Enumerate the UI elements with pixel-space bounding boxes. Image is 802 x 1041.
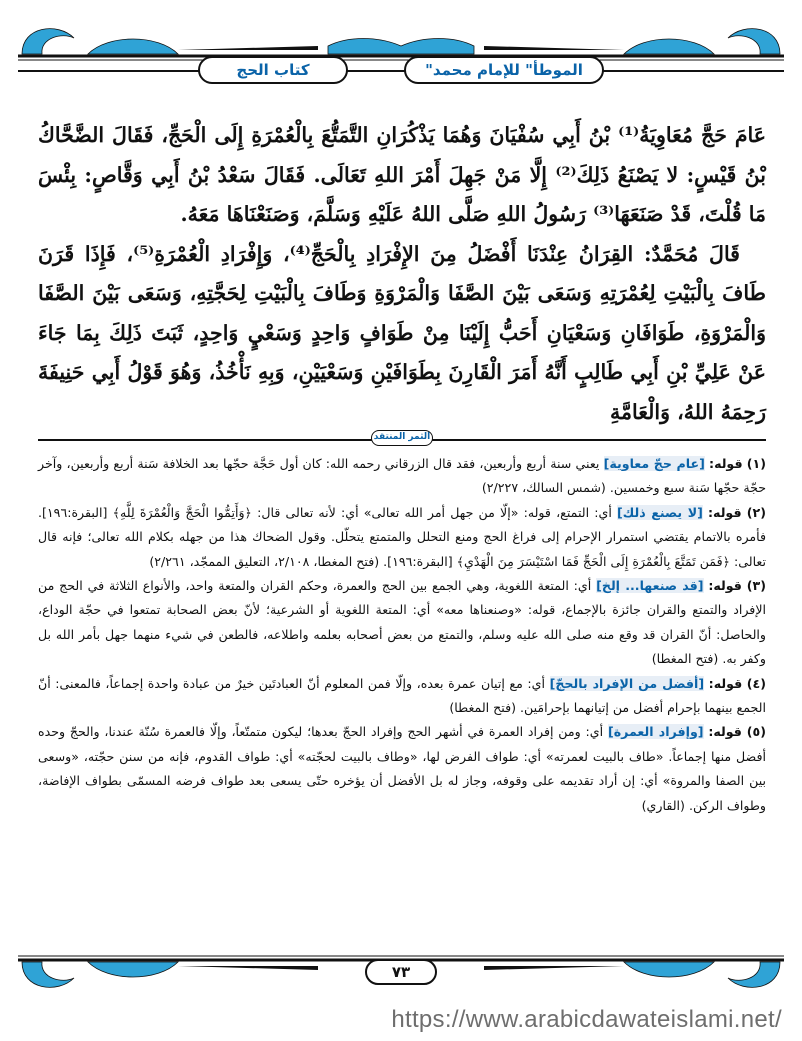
- footnote-headword: [لا يصنع ذلك]: [617, 504, 703, 520]
- book-title: "الموطأ" للإمام محمد: [404, 56, 604, 84]
- main-paragraph-2: قَالَ مُحَمَّدٌ: القِرَانُ عِنْدَنَا أَفْضَلُ مِنَ الإِفْرَادِ بِالْحَجِّ⁽⁴⁾، وَإِفْرَادِ الْعُمْرَةِ⁽⁵⁾، فَإِذَا قَرَنَ طَافَ بِالْبَيْتِ لِعُمْرَتِهِ وَسَعَى بَيْنَ الصَّفَا وَالْمَرْوَةِ وَطَافَ بِالْبَيْتِ لِحَجَّتِهِ، وَسَعَى بَيْنَ الصَّفَا وَالْمَرْوَةِ، طَوَافَانِ وَسَعْيَانِ أَحَبُّ إِلَيْنَا مِنْ طَوَافٍ وَاحِدٍ وَسَعْيٍ وَاحِدٍ، ثَبَتَ ذَلِكَ بِمَا جَاءَ عَنْ عَلِيِّ بْنِ أَبِي طَالِبٍ أَنَّهُ أَمَرَ الْقَارِنَ بِطَوَافَيْنِ وَسَعْيَيْنِ، وَبِهِ نَأْخُذُ، وَهُوَ قَوْلُ أَبِي حَنِيفَةَ رَحِمَهُ اللهُ، وَالْعَامَّةِ: [38, 241, 766, 424]
- separator-label: الثمر المنتقد: [371, 430, 433, 446]
- footnote-number: (٢): [746, 504, 766, 520]
- footnote: [38, 501, 766, 574]
- footnote-separator: [38, 432, 766, 446]
- footnote: [38, 720, 766, 818]
- footnote-headword: [وإفراد العمرة]: [607, 724, 704, 740]
- footnote-number: (٥): [746, 724, 766, 740]
- footnote-qawl: قوله:: [709, 456, 743, 471]
- page-number: ٧٣: [365, 959, 437, 985]
- running-header: [18, 56, 784, 86]
- footnote-text: أي: التمتع، قوله: «إلّا من جهل أمر الله تعالى» أي: لأنه تعالى قال: ﴿وَأَتِمُّوا الْحَجَّ وَالْعُمْرَةَ لِلَّهِ﴾ [البقرة:١٩٦]. فأمره بالاتمام يقتضي استمرار الإحرام إلى فراغ الحج ومنع التحلل والمتمتع يتحلّل. وقول الضحاك هذا من جهله بكلام الله تعالى؛ فإنه قال تعالى: ﴿فَمَن تَمَتَّعَ بِالْعُمْرَةِ إِلَى الْحَجِّ فَمَا اسْتَيْسَرَ مِنَ الْهَدْيِ﴾ [البقرة:١٩٦]. (فتح المغطا، ٢/١٠٨، التعليق الممجّد، ٢/٢٦١): [38, 504, 766, 569]
- footnote-number: (٣): [746, 578, 766, 594]
- footnote-qawl: قوله:: [708, 578, 742, 594]
- footnotes: [38, 452, 766, 818]
- footnote-text: أي: مع إتيان عمرة بعده، وإلّا فمن المعلوم أنّ العبادتَين خيرٌ من عبادة واحدة إجماعاً، فالمعنى: أنّ الجمع بينهما بإحرام أفضل من إتيانهما بإحرامَين. (فتح المغطا): [38, 675, 766, 716]
- main-text: [38, 116, 766, 432]
- footnote-text: يعني سنة أربع وأربعين، فقد قال الزرقاني رحمه الله: كان أول حَجَّة حجّها بعد الخلافة سَنة أربع وأربعين، وآخر حجّة حجّها سَنة سبع وخمسين. (شمس السالك، ٢/٢٢٧): [38, 456, 766, 496]
- footnote: [38, 672, 766, 721]
- footnote-qawl: قوله:: [708, 675, 743, 691]
- footnote-headword: [عام حجّ معاوية]: [603, 456, 705, 471]
- footnote-number: (٤): [746, 675, 766, 691]
- footnote-qawl: قوله:: [708, 724, 742, 740]
- header-rule: [18, 70, 784, 72]
- footnote-number: (١): [746, 456, 766, 471]
- main-paragraph-1: عَامَ حَجَّ مُعَاوِيَةُ⁽¹⁾ بْنُ أَبِي سُفْيَانَ وَهُمَا يَذْكُرَانِ التَّمَتُّعَ بِالْعُمْرَةِ إِلَى الْحَجِّ، فَقَالَ الضَّحَّاكُ بْنُ قَيْسٍ: لا يَصْنَعُ ذَلِكَ⁽²⁾ إِلَّا مَنْ جَهِلَ أَمْرَ اللهِ تَعَالَى. فَقَالَ سَعْدُ بْنُ أَبِي وَقَّاصٍ: بِئْسَ مَا قُلْتَ، قَدْ صَنَعَهَا⁽³⁾ رَسُولُ اللهِ صَلَّى اللهُ عَلَيْهِ وَسَلَّمَ، وَصَنَعْنَاهَا مَعَهُ.: [38, 123, 766, 226]
- footnote-headword: [قد صنعها... إلخ]: [596, 578, 704, 594]
- footnote-text: أي: ومن إفراد العمرة في أشهر الحج وإفراد الحجّ بعدها؛ ليكون متمتّعاً، وإلّا فالعمرة سُنّة عندنا، والحجّ وحده أفضل منها إجماعاً. «طاف بالبيت لعمرته» أي: طواف الفرض لها، «وطاف بالبيت لحجّته» أي: طواف القدوم، فإنه من سنن حجّته، «وسعى بين الصفا والمروة» أي: إن أراد تقديمه على وقوفه، وجاز له بل الأفضل أن يؤخره حتّى يسعى بعد طواف فرضه المسمّى بطواف الإفاضة، وطواف الركن. (القاري): [38, 724, 766, 813]
- footnote: [38, 574, 766, 672]
- footnote-qawl: قوله:: [708, 504, 742, 520]
- footnote: [38, 452, 766, 501]
- footnote-text: أي: المتعة اللغوية، وهي الجمع بين الحج والعمرة، وحكم القران والمتعة واحد، والأنواع الثلاثة في الحج من الإفراد والتمتع والقران جائزة بالإجماع، قوله: «وصنعناها معه» أي: المتعة اللغوية أو الشرعية؛ لأنّ بعض الصحابة تمتعوا في حجّة الوداع، والحاصل: أنّ القران قد وقع منه صلى الله عليه وسلم، والتمتع من بعض أصحابه بعلمه واطلاعه، فالطعن في شيء منهما جهل بأمر الله بل وكفر به. (فتح المغطا): [38, 578, 766, 667]
- source-watermark[interactable]: https://www.arabicdawateislami.net/: [391, 1006, 782, 1033]
- chapter-title: كتاب الحج: [198, 56, 348, 84]
- footnote-headword: [أفضل من الإفراد بالحجّ]: [549, 675, 705, 691]
